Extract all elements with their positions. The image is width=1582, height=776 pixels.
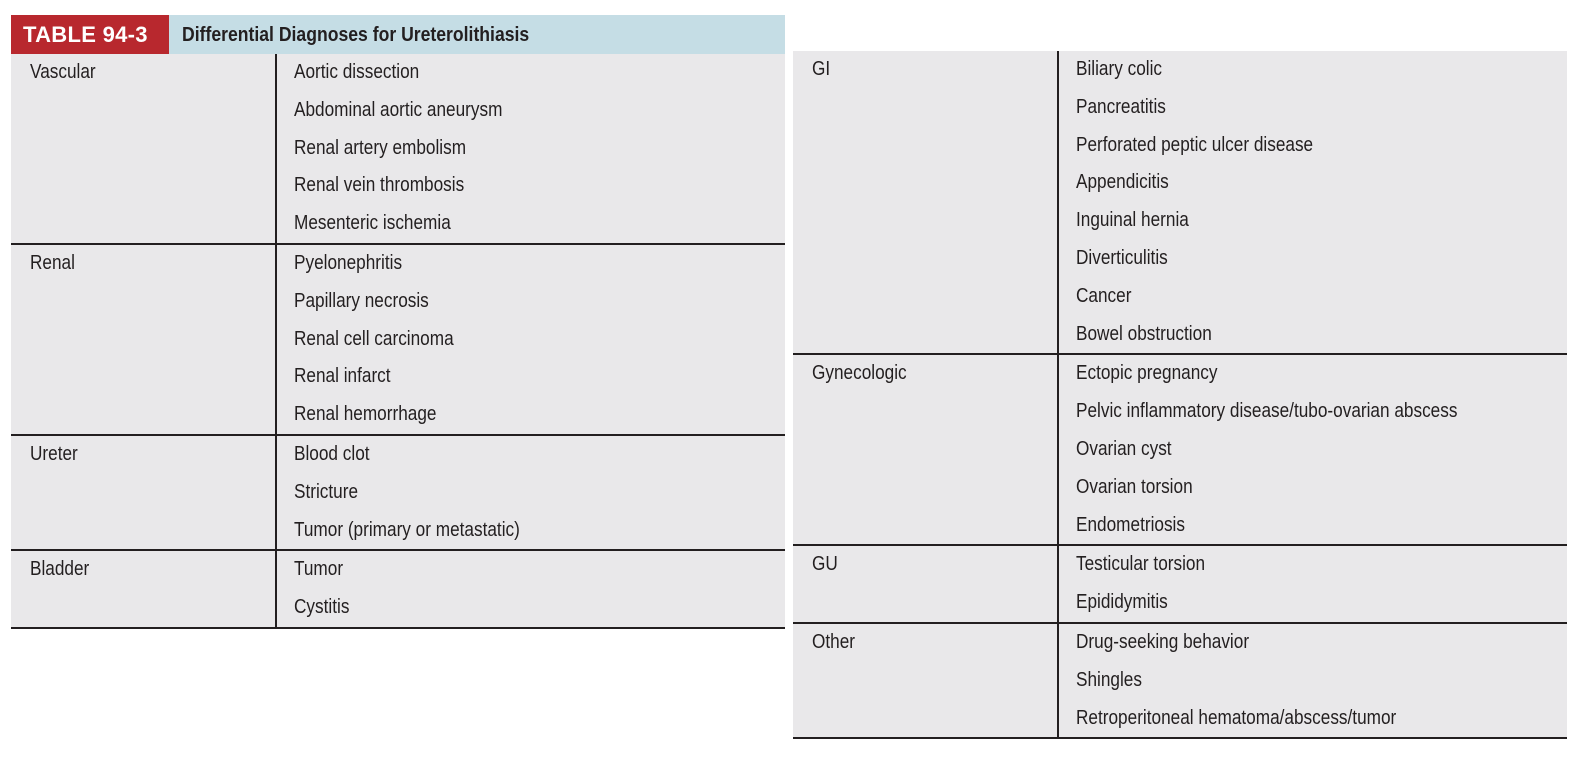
category-group-vascular bbox=[11, 54, 785, 243]
diagnosis-item: Perforated peptic ulcer disease bbox=[1076, 133, 1314, 156]
category-group-ureter bbox=[11, 434, 785, 549]
diagnosis-item: Ovarian cyst bbox=[1076, 437, 1172, 460]
diagnosis-row bbox=[1076, 278, 1567, 316]
diagnosis-row bbox=[294, 436, 785, 474]
diagnosis-item: Renal hemorrhage bbox=[294, 403, 437, 426]
category-label: Bladder bbox=[30, 558, 90, 581]
diagnosis-item: Ovarian torsion bbox=[1076, 475, 1193, 498]
diagnosis-row bbox=[1076, 546, 1567, 584]
diagnosis-item: Renal vein thrombosis bbox=[294, 174, 465, 197]
diagnosis-item: Abdominal aortic aneurysm bbox=[294, 98, 503, 121]
diagnosis-item: Renal artery embolism bbox=[294, 136, 467, 159]
diagnosis-row bbox=[294, 589, 785, 627]
diagnosis-row bbox=[294, 551, 785, 589]
category-label: Ureter bbox=[30, 442, 78, 465]
diagnosis-item: Appendicitis bbox=[1076, 171, 1169, 194]
diagnosis-item: Papillary necrosis bbox=[294, 289, 429, 312]
diagnosis-item: Endometriosis bbox=[1076, 513, 1185, 536]
diagnosis-item: Retroperitoneal hematoma/abscess/tumor bbox=[1076, 706, 1397, 729]
diagnosis-item: Testicular torsion bbox=[1076, 553, 1206, 576]
category-cell bbox=[793, 355, 1059, 544]
diagnosis-row bbox=[294, 321, 785, 359]
diagnosis-item: Aortic dissection bbox=[294, 61, 420, 83]
category-label: GU bbox=[812, 553, 838, 576]
diagnosis-row bbox=[294, 205, 785, 243]
diagnosis-row bbox=[1076, 202, 1567, 240]
diagnosis-row bbox=[294, 130, 785, 168]
diagnosis-row bbox=[1076, 393, 1567, 431]
diagnosis-row bbox=[1076, 316, 1567, 354]
table-number-label: TABLE 94-3 bbox=[11, 15, 169, 54]
diagnosis-row bbox=[294, 283, 785, 321]
diagnosis-item: Biliary colic bbox=[1076, 58, 1163, 80]
diagnosis-row bbox=[294, 245, 785, 283]
diagnosis-row bbox=[1076, 127, 1567, 165]
diagnosis-list bbox=[1059, 51, 1567, 353]
diagnosis-item: Tumor (primary or metastatic) bbox=[294, 518, 520, 541]
diagnosis-item: Shingles bbox=[1076, 668, 1142, 691]
table-title: Differential Diagnoses for Ureterolithiasis bbox=[182, 24, 530, 46]
diagnosis-row bbox=[1076, 51, 1567, 89]
diagnosis-item: Diverticulitis bbox=[1076, 246, 1168, 269]
right-table bbox=[793, 51, 1567, 739]
diagnosis-row bbox=[1076, 662, 1567, 700]
diagnosis-item: Tumor bbox=[294, 558, 344, 581]
table-title-bar bbox=[11, 15, 785, 54]
diagnosis-row bbox=[1076, 584, 1567, 622]
diagnosis-list bbox=[1059, 355, 1567, 544]
diagnosis-row bbox=[1076, 624, 1567, 662]
diagnosis-item: Bowel obstruction bbox=[1076, 322, 1212, 345]
diagnosis-list bbox=[277, 551, 785, 627]
diagnosis-item: Mesenteric ischemia bbox=[294, 212, 451, 235]
diagnosis-list bbox=[277, 436, 785, 549]
diagnosis-row bbox=[294, 92, 785, 130]
category-cell bbox=[11, 54, 277, 243]
diagnosis-row bbox=[1076, 240, 1567, 278]
category-group-bladder bbox=[11, 549, 785, 627]
diagnosis-item: Drug-seeking behavior bbox=[1076, 630, 1250, 653]
category-group-gu bbox=[793, 544, 1567, 622]
category-cell bbox=[11, 436, 277, 549]
diagnosis-item: Cancer bbox=[1076, 284, 1132, 307]
category-cell bbox=[793, 624, 1059, 737]
category-group-other bbox=[793, 622, 1567, 737]
diagnosis-list bbox=[277, 54, 785, 243]
category-label: GI bbox=[812, 58, 831, 80]
category-cell bbox=[793, 546, 1059, 622]
diagnosis-item: Pelvic inflammatory disease/tubo-ovarian abscess bbox=[1076, 400, 1458, 423]
category-cell bbox=[11, 551, 277, 627]
category-cell bbox=[793, 51, 1059, 353]
diagnosis-row bbox=[1076, 89, 1567, 127]
diagnosis-row bbox=[294, 512, 785, 550]
diagnosis-list bbox=[277, 245, 785, 434]
diagnosis-row bbox=[1076, 355, 1567, 393]
diagnosis-item: Blood clot bbox=[294, 442, 370, 465]
diagnosis-item: Epididymitis bbox=[1076, 591, 1168, 614]
diagnosis-row bbox=[1076, 507, 1567, 545]
category-group-renal bbox=[11, 243, 785, 434]
category-group-gi bbox=[793, 51, 1567, 353]
diagnosis-row bbox=[294, 358, 785, 396]
diagnosis-row bbox=[294, 54, 785, 92]
diagnosis-item: Pyelonephritis bbox=[294, 251, 403, 274]
diagnosis-row bbox=[1076, 700, 1567, 738]
diagnosis-row bbox=[294, 396, 785, 434]
category-cell bbox=[11, 245, 277, 434]
category-label: Other bbox=[812, 630, 856, 653]
category-label: Renal bbox=[30, 251, 75, 274]
left-table bbox=[11, 54, 785, 629]
diagnosis-row bbox=[1076, 469, 1567, 507]
diagnosis-row bbox=[294, 474, 785, 512]
diagnosis-item: Renal cell carcinoma bbox=[294, 327, 454, 350]
diagnosis-item: Pancreatitis bbox=[1076, 95, 1166, 118]
diagnosis-row bbox=[1076, 164, 1567, 202]
diagnosis-item: Stricture bbox=[294, 480, 359, 503]
diagnosis-list bbox=[1059, 546, 1567, 622]
diagnosis-list bbox=[1059, 624, 1567, 737]
category-label: Vascular bbox=[30, 61, 96, 83]
diagnosis-item: Ectopic pregnancy bbox=[1076, 362, 1218, 385]
diagnosis-row bbox=[1076, 431, 1567, 469]
diagnosis-row bbox=[294, 167, 785, 205]
category-label: Gynecologic bbox=[812, 362, 907, 385]
category-group-gynecologic bbox=[793, 353, 1567, 544]
diagnosis-item: Cystitis bbox=[294, 596, 350, 619]
diagnosis-item: Renal infarct bbox=[294, 365, 391, 388]
diagnosis-item: Inguinal hernia bbox=[1076, 209, 1189, 232]
